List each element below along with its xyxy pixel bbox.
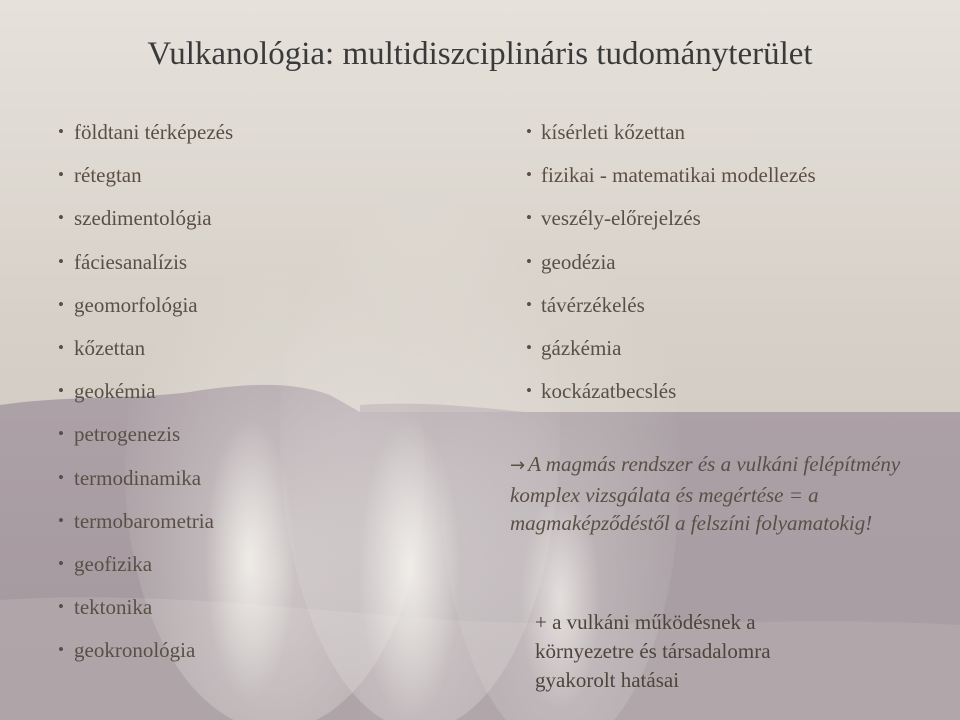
right-discipline-list <box>526 115 816 417</box>
slide-title: Vulkanológia: multidiszciplináris tudományterület <box>147 36 813 72</box>
list-item: • geodézia <box>526 245 816 288</box>
list-item: • tektonika <box>58 590 233 633</box>
list-item: • kockázatbecslés <box>526 374 816 417</box>
list-item: • gázkémia <box>526 331 816 374</box>
list-item: • geomorfológia <box>58 288 233 331</box>
list-item: • rétegtan <box>58 158 233 201</box>
left-discipline-list <box>58 115 233 676</box>
arrow-right-icon: → <box>510 455 526 476</box>
list-item: • földtani térképezés <box>58 115 233 158</box>
list-item: • geofizika <box>58 547 233 590</box>
list-item: • geokronológia <box>58 633 233 676</box>
list-item: • szedimentológia <box>58 201 233 244</box>
list-item: • petrogenezis <box>58 417 233 460</box>
list-item: • termodinamika <box>58 461 233 504</box>
list-item: • fizikai - matematikai modellezés <box>526 158 816 201</box>
list-item: • termobarometria <box>58 504 233 547</box>
list-item: • távérzékelés <box>526 288 816 331</box>
list-item: • geokémia <box>58 374 233 417</box>
extra-note: + a vulkáni működésnek a környezetre és társadalomra gyakorolt hatásai <box>535 610 771 692</box>
list-item: • fáciesanalízis <box>58 245 233 288</box>
conclusion-text <box>510 450 930 538</box>
list-item: • kísérleti kőzettan <box>526 115 816 158</box>
list-item: • veszély-előrejelzés <box>526 201 816 244</box>
conclusion-body: A magmás rendszer és a vulkáni felépítmény komplex vizsgálata és megértése = a magmaképződéstől a felszíni folyamatokig! <box>510 452 901 535</box>
list-item: • kőzettan <box>58 331 233 374</box>
